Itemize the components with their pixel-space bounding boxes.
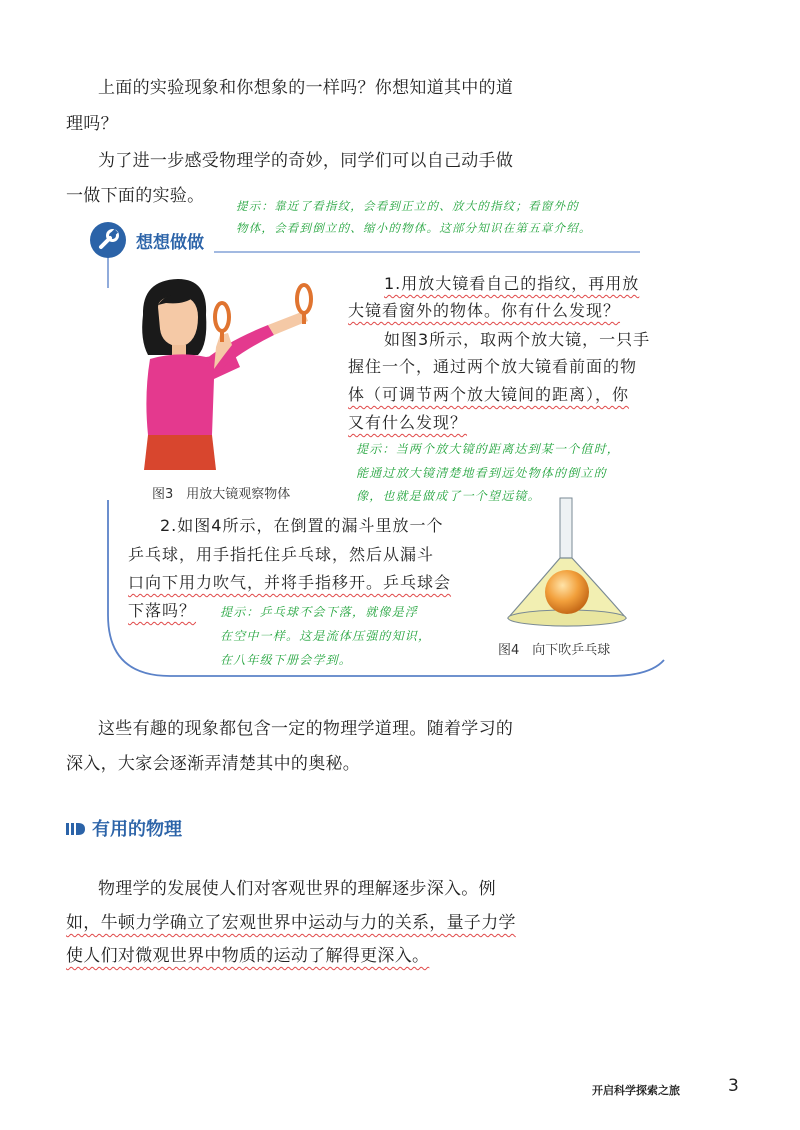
section-line-3-text: 使人们对微观世界中物质的运动了解得更深入。: [66, 946, 430, 966]
item1-line-4: 握住一个，通过两个放大镜看前面的物: [348, 357, 638, 376]
intro-line-2: 理吗？: [66, 114, 118, 134]
item1-line-2-text: 大镜看窗外的物体。你有什么发现？: [348, 301, 621, 320]
figure-3-illustration: [128, 275, 338, 470]
summary-line-2: 深入，大家会逐渐弄清楚其中的奥秘。: [66, 754, 361, 774]
intro-line-1: 上面的实验现象和你想象的一样吗？你想知道其中的道: [98, 78, 514, 98]
intro-line-3: 为了进一步感受物理学的奇妙，同学们可以自己动手做: [98, 151, 514, 171]
section-title: 有用的物理: [92, 819, 182, 840]
item2-line-3-text: 口向下用力吹气，并将手指移开。乒乓球会: [128, 573, 452, 592]
item1-line-6: [348, 406, 467, 440]
intro-line-4: 一做下面的实验。: [66, 186, 205, 206]
item2-line-1: 2.如图4所示，在倒置的漏斗里放一个: [160, 516, 444, 535]
item1-line-1-text: 1.用放大镜看自己的指纹，再用放: [384, 274, 640, 293]
section-line-2: [66, 907, 516, 940]
hint-bottom-line-1: 提示：乒乓球不会下落，就像是浮: [220, 605, 419, 619]
hint-top-line-2: 物体，会看到倒立的、缩小的物体。这部分知识在第五章介绍。: [236, 221, 592, 235]
section-line-2-text: 如，牛顿力学确立了宏观世界中运动与力的关系，量子力学: [66, 913, 516, 933]
hint-mid-line-1: 提示：当两个放大镜的距离达到某一个值时，: [356, 442, 621, 456]
item2-line-4-text: 下落吗？: [128, 601, 197, 620]
figure-4-caption: 图4 向下吹乒乓球: [498, 643, 611, 658]
hint-bottom-line-2: 在空中一样。这是流体压强的知识，: [220, 629, 432, 643]
wrench-icon: [90, 222, 126, 258]
hint-mid-line-2: 能通过放大镜清楚地看到远处物体的倒立的: [356, 466, 607, 480]
item1-line-3: 如图3所示，取两个放大镜，一只手: [384, 330, 651, 349]
summary-line-1: 这些有趣的现象都包含一定的物理学道理。随着学习的: [98, 719, 514, 739]
footer-chapter-title: 开启科学探索之旅: [592, 1084, 680, 1097]
figure-4-illustration: [500, 496, 640, 636]
hint-bottom-line-3: 在八年级下册会学到。: [220, 653, 353, 667]
item2-line-2: 乒乓球，用手指托住乒乓球，然后从漏斗: [128, 545, 435, 564]
activity-title: 想想做做: [136, 233, 204, 253]
section-line-1: 物理学的发展使人们对客观世界的理解逐步深入。例: [98, 879, 496, 899]
page-number: 3: [728, 1076, 739, 1096]
section-marker-icon: [66, 821, 86, 835]
figure-3-caption: 图3 用放大镜观察物体: [152, 487, 291, 502]
item2-line-4: [128, 594, 196, 628]
hint-top-line-1: 提示：靠近了看指纹，会看到正立的、放大的指纹；看窗外的: [236, 199, 579, 213]
item1-line-5-text: 体（可调节两个放大镜间的距离），你: [348, 385, 630, 404]
hint-mid-line-3: 像，也就是做成了一个望远镜。: [356, 489, 541, 503]
section-line-3: [66, 940, 429, 973]
item1-line-6-text: 又有什么发现？: [348, 413, 468, 432]
